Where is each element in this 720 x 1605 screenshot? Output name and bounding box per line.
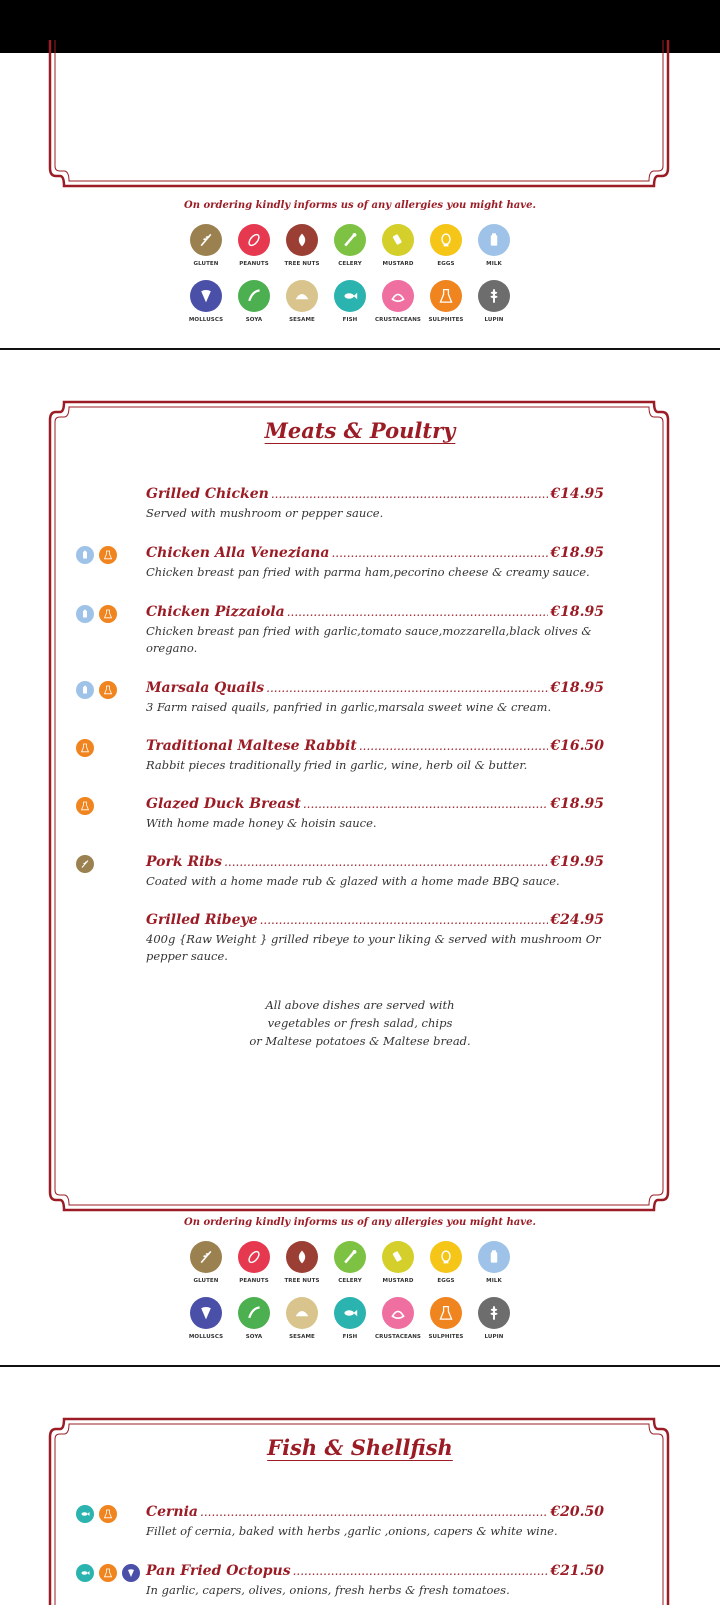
footnote-line: All above dishes are served with — [265, 998, 455, 1012]
egg-icon — [430, 1241, 462, 1273]
fish-icon — [334, 280, 366, 312]
sulphites-icon — [99, 1564, 117, 1582]
allergen-label: TREE NUTS — [284, 1278, 320, 1284]
allergen-label: LUPIN — [484, 1334, 504, 1340]
menu-item-price: €24.95 — [550, 912, 604, 928]
section-title-fish — [0, 1435, 720, 1460]
menu-item — [146, 1563, 604, 1599]
section-title-text: Fish & Shellfish — [267, 1435, 453, 1460]
sulphites-icon — [76, 739, 94, 757]
fish-icon — [76, 1505, 94, 1523]
sulphites-icon — [76, 797, 94, 815]
menu-item-row — [146, 486, 604, 502]
menu-item-name: Grilled Chicken — [146, 486, 269, 502]
section-title-text: Meats & Poultry — [264, 418, 456, 443]
menu-item-row — [146, 1563, 604, 1579]
mustard-icon — [382, 1241, 414, 1273]
allergen-milk — [464, 1241, 524, 1284]
dot-leader — [303, 797, 549, 811]
section-divider — [0, 348, 720, 350]
menu-item-name: Chicken Alla Veneziana — [146, 545, 330, 561]
allergen-label: LUPIN — [484, 317, 504, 323]
egg-icon — [430, 224, 462, 256]
menu-item-description: With home made honey & hoisin sauce. — [146, 816, 377, 830]
menu-item-description: Chicken breast pan fried with parma ham,pecorino cheese & creamy sauce. — [146, 565, 590, 579]
menu-item-description: In garlic, capers, olives, onions, fresh herbs & fresh tomatoes. — [146, 1583, 510, 1597]
menu-item-description: 3 Farm raised quails, panfried in garlic,marsala sweet wine & cream. — [146, 700, 552, 714]
sesame-icon — [286, 1297, 318, 1329]
menu-item-row — [146, 738, 604, 754]
allergen-label: PEANUTS — [239, 261, 269, 267]
allergen-label: PEANUTS — [239, 1278, 269, 1284]
allergen-label: MUSTARD — [382, 261, 414, 267]
allergen-label: CRUSTACEANS — [375, 1334, 421, 1340]
allergen-label: FISH — [342, 317, 358, 323]
menu-item — [146, 1504, 604, 1540]
menu-item-row — [146, 912, 604, 928]
allergen-label: SOYA — [245, 1334, 263, 1340]
allergy-notice: On ordering kindly informs us of any allergies you might have. — [184, 200, 536, 211]
milk-icon — [478, 1241, 510, 1273]
allergy-notice: On ordering kindly informs us of any allergies you might have. — [184, 1217, 536, 1228]
menu-item-description: Coated with a home made rub & glazed with a home made BBQ sauce. — [146, 874, 560, 888]
menu-item-price: €20.50 — [550, 1504, 604, 1520]
footnote-line: or Maltese potatoes & Maltese bread. — [249, 1034, 471, 1048]
menu-item — [146, 604, 604, 657]
menu-item — [146, 912, 604, 965]
celery-icon — [334, 1241, 366, 1273]
allergen-label: SESAME — [289, 1334, 315, 1340]
nut-icon — [286, 1241, 318, 1273]
crustacean-icon — [382, 1297, 414, 1329]
dot-leader — [293, 1564, 549, 1578]
menu-item-description: Chicken breast pan fried with garlic,tomato sauce,mozzarella,black olives & oregano. — [146, 624, 592, 655]
menu-item-price: €18.95 — [550, 545, 604, 561]
menu-item-row — [146, 545, 604, 561]
allergen-label: CELERY — [338, 261, 362, 267]
menu-item-name: Traditional Maltese Rabbit — [146, 738, 357, 754]
allergen-label: MUSTARD — [382, 1278, 414, 1284]
milk-icon — [76, 605, 94, 623]
allergen-label: CELERY — [338, 1278, 362, 1284]
dot-leader — [359, 739, 549, 753]
allergen-label: SULPHITES — [428, 1334, 464, 1340]
section-divider — [0, 1365, 720, 1367]
menu-item-row — [146, 854, 604, 870]
meats-footnote — [0, 996, 720, 1050]
mustard-icon — [382, 224, 414, 256]
allergen-label: EGGS — [437, 261, 455, 267]
peanut-icon — [238, 1241, 270, 1273]
menu-item-description: Served with mushroom or pepper sauce. — [146, 506, 384, 520]
fish-icon — [76, 1564, 94, 1582]
sulphites-icon — [99, 1505, 117, 1523]
menu-item-description: Fillet of cernia, baked with herbs ,garlic ,onions, capers & white wine. — [146, 1524, 558, 1538]
allergen-milk — [464, 224, 524, 267]
menu-item-name: Pork Ribs — [146, 854, 223, 870]
section-title-meats — [0, 418, 720, 443]
lupin-icon — [478, 280, 510, 312]
allergen-lupin — [464, 1297, 524, 1340]
mollusc-icon — [190, 1297, 222, 1329]
peanut-icon — [238, 224, 270, 256]
sulphites-icon — [99, 605, 117, 623]
gluten-icon — [76, 855, 94, 873]
allergen-label: GLUTEN — [193, 1278, 219, 1284]
menu-item — [146, 486, 604, 522]
menu-item-row — [146, 796, 604, 812]
menu-item-price: €14.95 — [550, 486, 604, 502]
menu-item-price: €18.95 — [550, 680, 604, 696]
crustacean-icon — [382, 280, 414, 312]
sulphites-icon — [430, 280, 462, 312]
allergen-label: GLUTEN — [193, 261, 219, 267]
menu-item — [146, 796, 604, 832]
allergen-label: SESAME — [289, 317, 315, 323]
allergen-lupin — [464, 280, 524, 323]
wheat-icon — [190, 224, 222, 256]
dot-leader — [224, 855, 548, 869]
dot-leader — [260, 913, 549, 927]
allergen-legend — [190, 1241, 530, 1341]
menu-item-name: Cernia — [146, 1504, 198, 1520]
menu-frame-top — [48, 40, 670, 192]
dot-leader — [287, 605, 549, 619]
soya-icon — [238, 1297, 270, 1329]
milk-icon — [76, 546, 94, 564]
allergen-label: FISH — [342, 1334, 358, 1340]
milk-icon — [478, 224, 510, 256]
sesame-icon — [286, 280, 318, 312]
menu-item-name: Glazed Duck Breast — [146, 796, 301, 812]
milk-icon — [76, 681, 94, 699]
dot-leader — [266, 681, 548, 695]
wheat-icon — [190, 1241, 222, 1273]
menu-item-description: Rabbit pieces traditionally fried in garlic, wine, herb oil & butter. — [146, 758, 528, 772]
dot-leader — [200, 1505, 548, 1519]
allergen-label: SULPHITES — [428, 317, 464, 323]
sulphites-icon — [99, 546, 117, 564]
menu-item-name: Pan Fried Octopus — [146, 1563, 291, 1579]
menu-item-price: €18.95 — [550, 796, 604, 812]
menu-item-row — [146, 1504, 604, 1520]
sulphites-icon — [430, 1297, 462, 1329]
allergen-label: MILK — [486, 261, 502, 267]
menu-item-price: €16.50 — [550, 738, 604, 754]
allergen-label: EGGS — [437, 1278, 455, 1284]
menu-item-name: Marsala Quails — [146, 680, 265, 696]
menu-item — [146, 545, 604, 581]
nut-icon — [286, 224, 318, 256]
menu-item-price: €18.95 — [550, 604, 604, 620]
footnote-line: vegetables or fresh salad, chips — [267, 1016, 453, 1030]
menu-item-description: 400g {Raw Weight } grilled ribeye to your liking & served with mushroom Or pepper sauce. — [146, 932, 601, 963]
allergen-label: CRUSTACEANS — [375, 317, 421, 323]
dot-leader — [331, 546, 548, 560]
mollusc-icon — [190, 280, 222, 312]
dot-leader — [271, 487, 549, 501]
menu-item-price: €19.95 — [550, 854, 604, 870]
menu-item-row — [146, 680, 604, 696]
lupin-icon — [478, 1297, 510, 1329]
menu-item — [146, 738, 604, 774]
menu-item — [146, 854, 604, 890]
menu-item-price: €21.50 — [550, 1563, 604, 1579]
celery-icon — [334, 224, 366, 256]
sulphites-icon — [99, 681, 117, 699]
allergen-label: MOLLUSCS — [188, 317, 224, 323]
soya-icon — [238, 280, 270, 312]
mollusc-icon — [122, 1564, 140, 1582]
menu-item-row — [146, 604, 604, 620]
allergen-legend — [190, 224, 530, 324]
menu-item — [146, 680, 604, 716]
allergen-label: MOLLUSCS — [188, 1334, 224, 1340]
menu-item-name: Chicken Pizzaiola — [146, 604, 285, 620]
menu-item-name: Grilled Ribeye — [146, 912, 258, 928]
allergen-label: SOYA — [245, 317, 263, 323]
allergen-label: MILK — [486, 1278, 502, 1284]
fish-icon — [334, 1297, 366, 1329]
allergen-label: TREE NUTS — [284, 261, 320, 267]
